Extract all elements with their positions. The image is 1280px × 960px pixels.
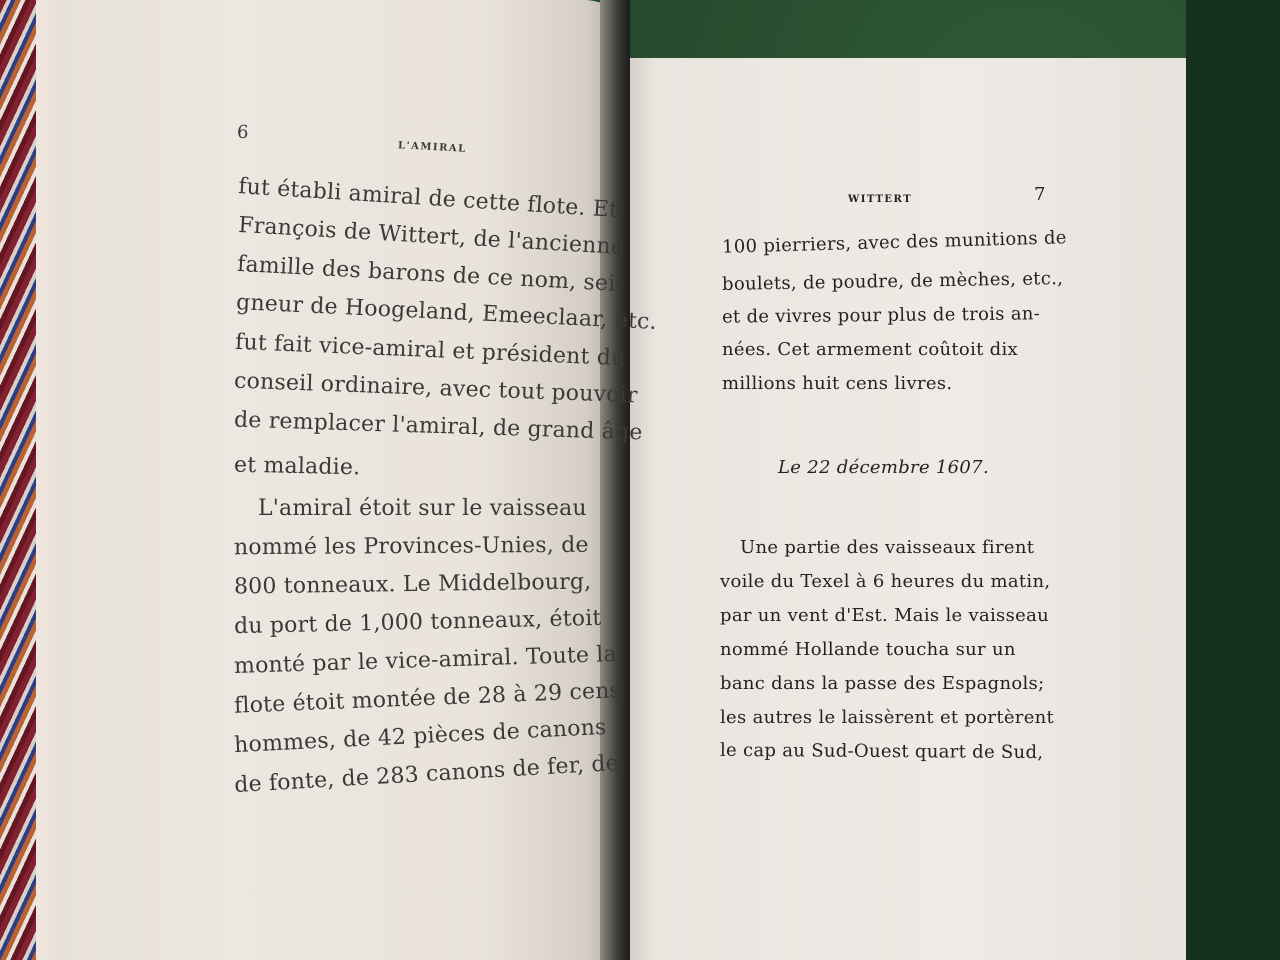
text-line: de fonte, de 283 canons de fer, de [233, 750, 620, 799]
date-heading: Le 22 décembre 1607. [778, 457, 989, 478]
page-number-left: 6 [236, 121, 250, 144]
left-page [62, 0, 624, 960]
text-line: les autres le laissèrent et portèrent [720, 707, 1055, 728]
text-line: et de vivres pour plus de trois an- [721, 303, 1041, 328]
text-line: François de Wittert, de l'ancienne [237, 212, 625, 261]
text-line: famille des barons de ce nom, sei- [236, 251, 624, 298]
text-line: de remplacer l'amiral, de grand âge [233, 407, 643, 446]
text-line: Une partie des vaisseaux firent [740, 537, 1035, 558]
text-line: du port de 1,000 tonneaux, étoit [233, 605, 602, 640]
text-line: banc dans la passe des Espagnols; [720, 673, 1045, 694]
text-line: nommé Hollande toucha sur un [720, 639, 1016, 660]
text-line: fut établi amiral de cette flote. Et [237, 174, 619, 223]
text-line: L'amiral étoit sur le vaisseau [258, 496, 587, 521]
running-head-right: WITTERT [848, 194, 913, 205]
text-line: conseil ordinaire, avec tout pouvoir [233, 368, 639, 409]
running-head-left: L'AMIRAL [397, 140, 467, 155]
text-line: par un vent d'Est. Mais le vaisseau [720, 605, 1049, 626]
text-line: 100 pierriers, avec des munitions de [721, 227, 1068, 258]
text-line: flote étoit montée de 28 à 29 cens [233, 678, 622, 719]
text-line: millions huit cens livres. [722, 373, 953, 394]
text-line: nées. Cet armement coûtoit dix [722, 339, 1019, 360]
text-line: voile du Texel à 6 heures du matin, [720, 571, 1051, 592]
text-line: 800 tonneaux. Le Middelbourg, [233, 569, 592, 600]
text-line: nommé les Provinces-Unies, de [233, 532, 589, 561]
text-line: et maladie. [233, 452, 361, 481]
text-line: gneur de Hoogeland, Emeeclaar, etc. [235, 290, 658, 335]
text-line: boulets, de poudre, de mèches, etc., [721, 268, 1064, 295]
page-number-right: 7 [1034, 184, 1046, 205]
text-line: fut fait vice-amiral et président du [234, 329, 626, 372]
book-gutter [600, 0, 630, 960]
text-line: monté par le vice-amiral. Toute la [233, 641, 618, 680]
text-line: le cap au Sud-Ouest quart de Sud, [719, 739, 1044, 764]
green-cloth-right [1186, 0, 1280, 960]
text-line: hommes, de 42 pièces de canons [233, 714, 608, 759]
